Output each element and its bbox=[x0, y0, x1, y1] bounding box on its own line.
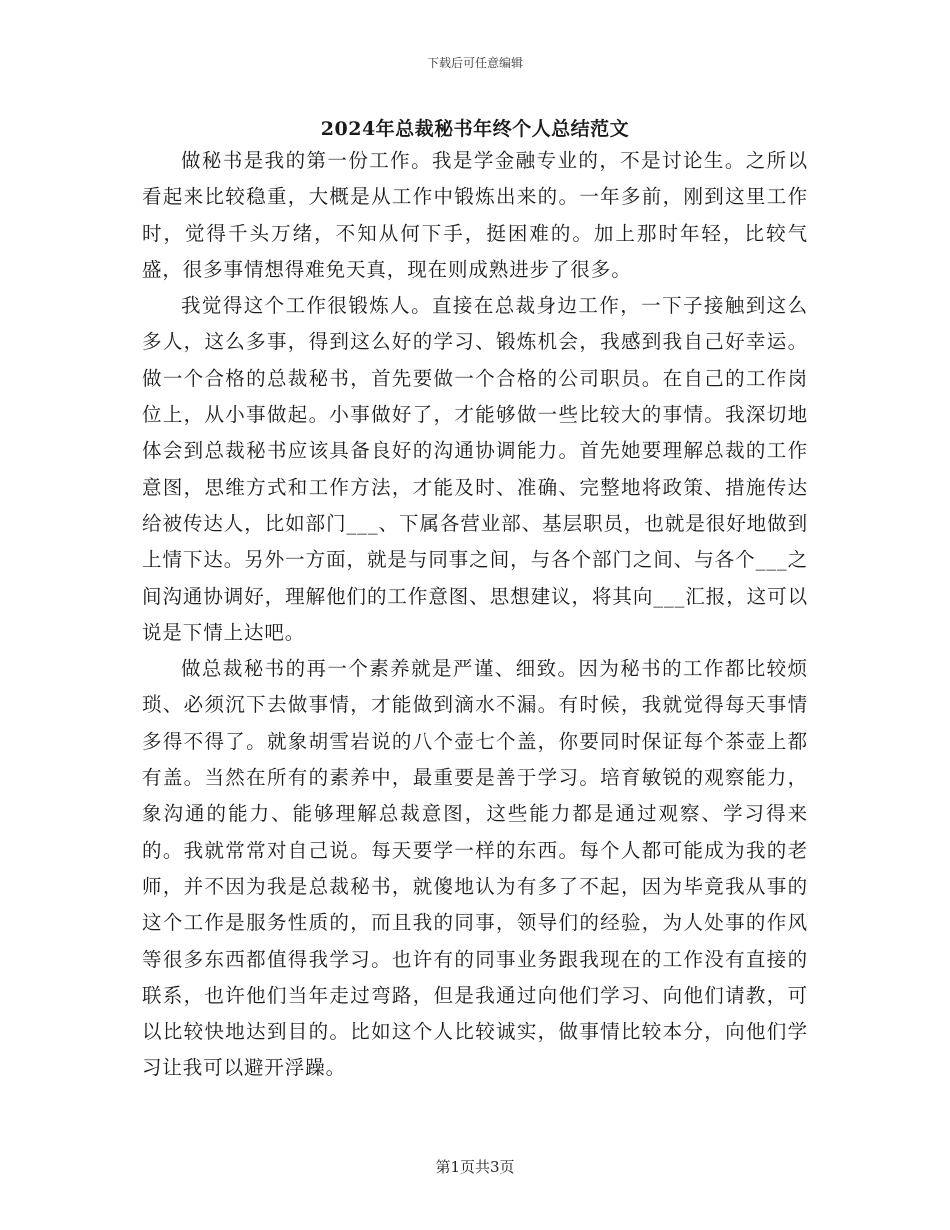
paragraph-2: 我觉得这个工作很锻炼人。直接在总裁身边工作，一下子接触到这么多人，这么多事，得到这么好的学习、锻炼机会，我感到我自己好幸运。做一个合格的总裁秘书，首先要做一个合格的公司职员。在自己的工作岗位上，从小事做起。小事做好了，才能够做一些比较大的事情。我深切地体会到总裁秘书应该具备良好的沟通协调能力。首先她要理解总裁的工作意图，思维方式和工作方法，才能及时、准确、完整地将政策、措施传达给被传达人，比如部门___、下属各营业部、基层职员，也就是很好地做到上情下达。另外一方面，就是与同事之间，与各个部门之间、与各个___之间沟通协调好，理解他们的工作意图、思想建议，将其向___汇报，这可以说是下情上达吧。 bbox=[142, 294, 808, 644]
document-title: 2024年总裁秘书年终个人总结范文 bbox=[320, 118, 630, 140]
document-body bbox=[142, 143, 808, 1087]
page-number: 第1页共3页 bbox=[435, 1158, 515, 1176]
header-note: 下载后可任意编辑 bbox=[426, 56, 523, 70]
paragraph-3: 做总裁秘书的再一个素养就是严谨、细致。因为秘书的工作都比较烦琐、必须沉下去做事情，才能做到滴水不漏。有时候，我就觉得每天事情多得不得了。就象胡雪岩说的八个壶七个盖，你要同时保证每个茶壶上都有盖。当然在所有的素养中，最重要是善于学习。培育敏锐的观察能力，象沟通的能力、能够理解总裁意图，这些能力都是通过观察、学习得来的。我就常常对自己说。每天要学一样的东西。每个人都可能成为我的老师，并不因为我是总裁秘书，就傻地认为有多了不起，因为毕竟我从事的这个工作是服务性质的，而且我的同事，领导们的经验，为人处事的作风等很多东西都值得我学习。也许有的同事业务跟我现在的工作没有直接的联系，也许他们当年走过弯路，但是我通过向他们学习、向他们请教，可以比较快地达到目的。比如这个人比较诚实，做事情比较本分，向他们学习让我可以避开浮躁。 bbox=[142, 657, 808, 1080]
paragraph-1: 做秘书是我的第一份工作。我是学金融专业的，不是讨论生。之所以看起来比较稳重，大概是从工作中锻炼出来的。一年多前，刚到这里工作时，觉得千头万绪，不知从何下手，挺困难的。加上那时年轻，比较气盛，很多事情想得难免天真，现在则成熟进步了很多。 bbox=[142, 149, 808, 281]
